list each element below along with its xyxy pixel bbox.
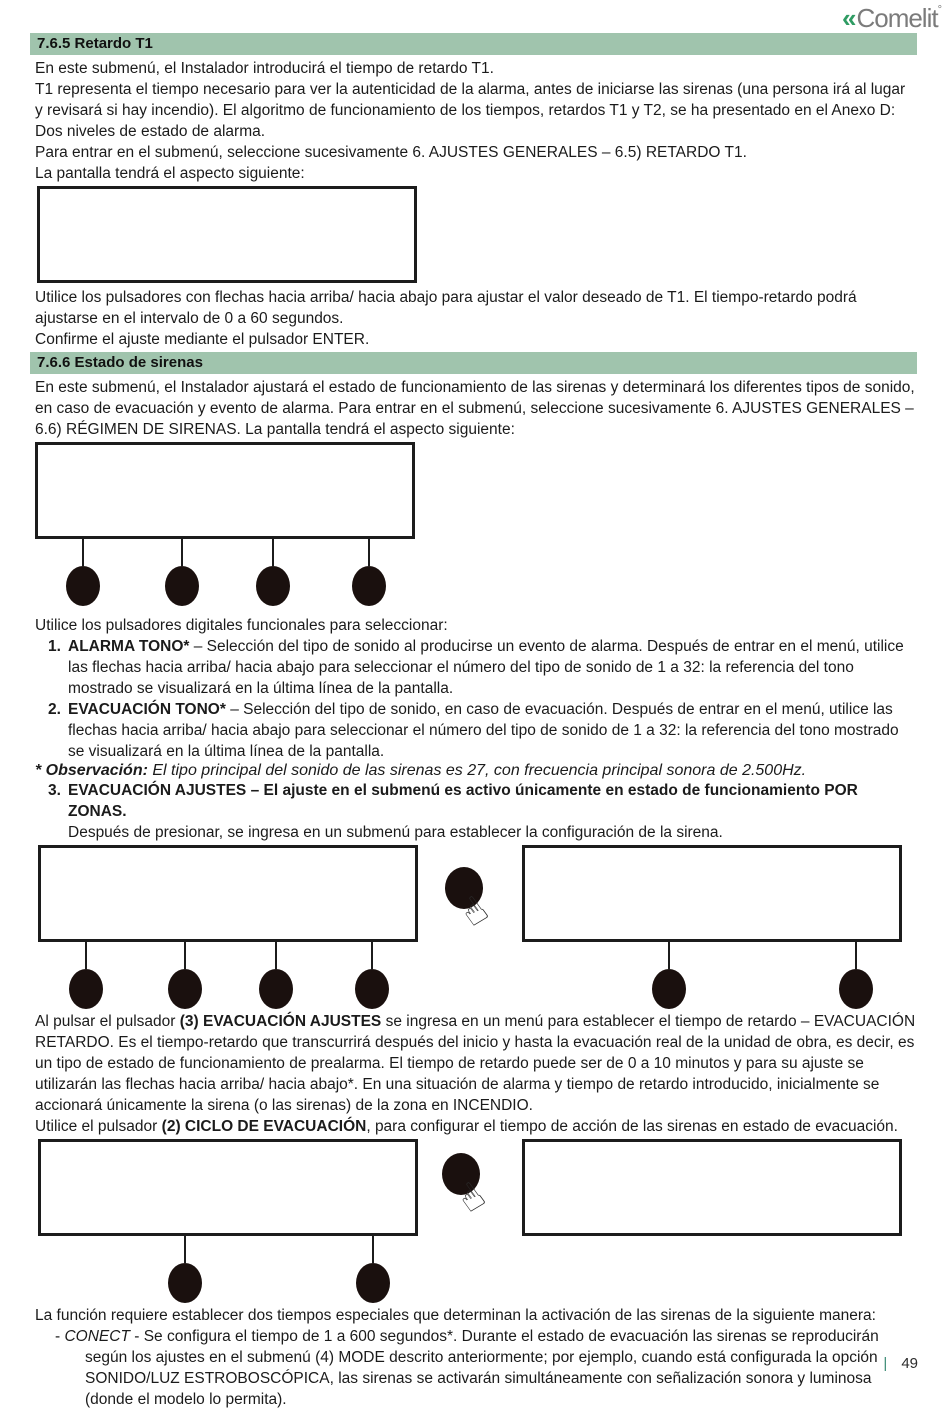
list-number: 2. xyxy=(48,701,61,718)
footnote-lead: * Observación: xyxy=(35,762,148,779)
press-indicator xyxy=(445,867,525,977)
panel-button xyxy=(168,969,202,1009)
lcd-display-right xyxy=(522,1139,902,1302)
panel-button xyxy=(839,969,873,1009)
section-header-766: 7.6.6 Estado de sirenas xyxy=(30,352,917,374)
panel-button xyxy=(652,969,686,1009)
panel-button xyxy=(66,566,100,606)
paragraph: T1 representa el tiempo necesario para ver la autenticidad de la alarma, antes de iniciarse las sirenas (una persona irá al lugar y revisará si hay incendio). El algoritmo de funcionamiento de los tiempos, retardos T1 y T2, se ha presentado en el Anexo D: Dos niveles de estado de alarma. xyxy=(35,81,906,140)
paragraph: Para entrar en el submenú, seleccione sucesivamente 6. AJUSTES GENERALES – 6.5) RETARDO T1. xyxy=(35,144,747,161)
text-run-bold: (2) CICLO DE EVACUACIÓN xyxy=(161,1118,367,1135)
button-stem-line xyxy=(85,942,87,969)
text-run-bold: (3) EVACUACIÓN AJUSTES xyxy=(179,1013,382,1030)
pointing-hand-icon: ☝ xyxy=(449,1173,494,1222)
text-run: Al pulsar el pulsador xyxy=(35,1013,180,1030)
button-stem-line xyxy=(372,1236,374,1263)
button-stem-line xyxy=(371,942,373,969)
button-stem-line xyxy=(668,942,670,969)
panel-button xyxy=(165,566,199,606)
lcd-screen xyxy=(38,1139,418,1236)
list-item-lead: EVACUACIÓN AJUSTES – El ajuste en el submenú es activo únicamente en estado de funcionamiento POR ZONAS. xyxy=(68,782,858,820)
list-item-lead: ALARMA TONO* xyxy=(68,638,190,655)
paragraph: En este submenú, el Instalador ajustará el estado de funcionamiento de las sirenas y determinará los diferentes tipos de sonido, en caso de evacuación y evento de alarma. Para entrar en el submenú, seleccione sucesivamente 6. AJUSTES GENERALES – 6.6) RÉGIMEN DE SIRENAS. La pantalla tendrá el aspecto siguiente: xyxy=(35,379,915,438)
list-item-2 xyxy=(35,699,917,762)
list-number: 3. xyxy=(48,782,61,799)
text-run: se ingresa en un menú para establecer el tiempo de retardo – EVACUACIÓN RETARDO. Es el tiempo-retardo que transcurrirá después del inicio y hasta la evacuación real de la unidad de obra, es decir, es un tipo de estado de funcionamiento de prealarma. El tiempo de retardo puede ser de 0 a 10 minutos y para su ajuste se utilizarán las flechas hacia arriba/ hacia abajo*. En una situación de alarma y tiempo de retardo introducido, inicialmente se accionará únicamente la sirena (o las sirenas) de la zona en INCENDIO. xyxy=(35,1013,916,1114)
button-stem-line xyxy=(368,539,370,566)
comelit-wordmark: Comelit xyxy=(856,3,938,33)
panel-button xyxy=(168,1263,202,1303)
panel-button xyxy=(355,969,389,1009)
panel-button xyxy=(352,566,386,606)
page-number: 49 xyxy=(901,1355,918,1372)
text-run: , para configurar el tiempo de acción de las sirenas en estado de evacuación. xyxy=(366,1118,898,1135)
lcd-display-left xyxy=(38,1139,418,1302)
button-stem-line xyxy=(82,539,84,566)
list-item-body: Después de presionar, se ingresa en un submenú para establecer la configuración de la sirena. xyxy=(68,824,723,841)
button-stem-line xyxy=(181,539,183,566)
text-run: - Se configura el tiempo de 1 a 600 segundos*. Durante el estado de evacuación las sirenas se reproducirán según los ajustes en el submenú (4) MODE descrito anteriormente; por ejemplo, cuando está configurada la opción SONIDO/LUZ ESTROBOSCÓPICA, las sirenas se activarán simultáneamente con señalización sonora y luminosa (donde el modelo lo permita). xyxy=(85,1328,879,1408)
panel-button xyxy=(259,969,293,1009)
lcd-screen xyxy=(522,845,902,942)
button-stem-line xyxy=(184,1236,186,1263)
paragraph: Confirme el ajuste mediante el pulsador ENTER. xyxy=(35,331,370,348)
comelit-logo xyxy=(842,3,942,34)
button-stem-line xyxy=(184,942,186,969)
text-run: - xyxy=(55,1328,65,1345)
lcd-screen xyxy=(37,186,417,283)
list-item-1 xyxy=(35,636,917,699)
press-indicator xyxy=(442,1153,522,1263)
lcd-display-t1 xyxy=(37,186,417,283)
panel-button xyxy=(256,566,290,606)
list-item-body: – Selección del tipo de sonido, en caso de evacuación. Después de entrar en el menú, utilice las flechas hacia arriba/ hacia abajo para seleccionar el número del tipo de sonido de 1 a 32: la referencia del tono mostrado se visualizará en la última línea de la pantalla. xyxy=(68,701,899,760)
lcd-display-left xyxy=(38,845,418,1008)
lcd-screen xyxy=(35,442,415,539)
panel-button xyxy=(69,969,103,1009)
lcd-screen xyxy=(522,1139,902,1236)
paragraph: La función requiere establecer dos tiempos especiales que determinan la activación de las sirenas de la siguiente manera: xyxy=(35,1307,876,1324)
paragraph: La pantalla tendrá el aspecto siguiente: xyxy=(35,165,305,182)
lcd-display-right xyxy=(522,845,902,1008)
button-stem-line xyxy=(275,942,277,969)
page-footer xyxy=(883,1355,918,1372)
lcd-display-sirenas xyxy=(35,442,415,605)
diagram-evacuacion-ajustes xyxy=(30,845,917,1011)
paragraph xyxy=(35,1011,917,1116)
list-item-3 xyxy=(35,780,917,843)
list-number: 1. xyxy=(48,638,61,655)
button-stem-line xyxy=(855,942,857,969)
lcd-screen xyxy=(38,845,418,942)
list-item-body: – Selección del tipo de sonido al producirse un evento de alarma. Después de entrar en el menú, utilice las flechas hacia arriba/ hacia abajo para seleccionar el número del tipo de sonido de 1 a 32: la referencia del tono mostrado se visualizará en la última línea de la pantalla. xyxy=(68,638,904,697)
paragraph xyxy=(35,1116,917,1137)
registered-mark: ° xyxy=(937,4,942,16)
conect-item xyxy=(35,1326,917,1410)
paragraph: En este submenú, el Instalador introducirá el tiempo de retardo T1. xyxy=(35,60,494,77)
diagram-ciclo-evacuacion xyxy=(30,1139,917,1305)
section-header-765: 7.6.5 Retardo T1 xyxy=(30,33,917,55)
footer-divider: | xyxy=(883,1355,888,1372)
paragraph: Utilice los pulsadores digitales funcionales para seleccionar: xyxy=(35,617,448,634)
text-run-italic: CONECT xyxy=(64,1328,130,1345)
comelit-chevrons-icon: « xyxy=(841,3,854,33)
pointing-hand-icon: ☝ xyxy=(452,887,497,936)
button-stem-line xyxy=(272,539,274,566)
list-item-lead: EVACUACIÓN TONO* xyxy=(68,701,226,718)
text-run: Utilice el pulsador xyxy=(35,1118,162,1135)
panel-button xyxy=(356,1263,390,1303)
footnote-body: El tipo principal del sonido de las sirenas es 27, con frecuencia principal sonora de 2.500Hz. xyxy=(147,762,807,779)
paragraph: Utilice los pulsadores con flechas hacia arriba/ hacia abajo para ajustar el valor deseado de T1. El tiempo-retardo podrá ajustarse en el intervalo de 0 a 60 segundos. xyxy=(35,289,857,327)
footnote-observacion xyxy=(35,762,917,780)
